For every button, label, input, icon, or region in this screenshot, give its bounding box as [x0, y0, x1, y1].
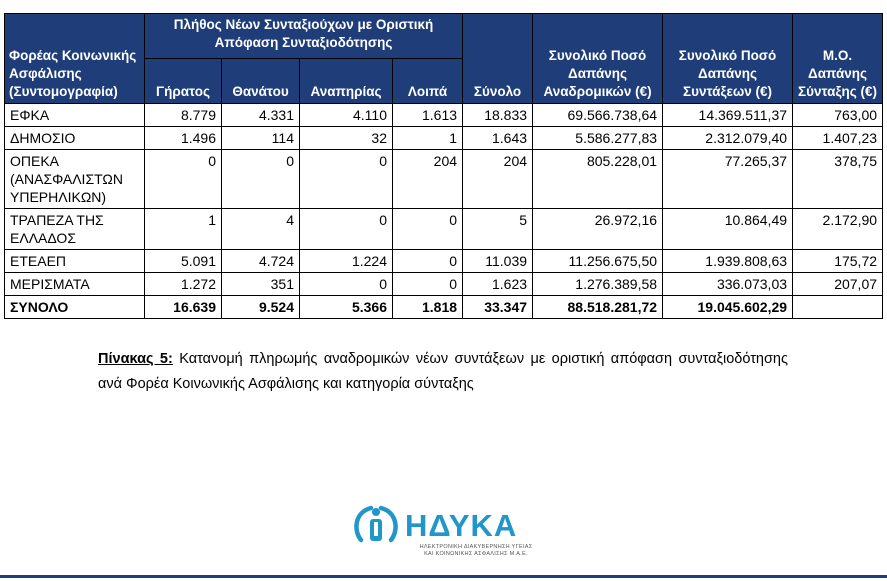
row-fund-name: ΜΕΡΙΣΜΑΤΑ [5, 273, 145, 296]
cell-pensions: 14.369.511,37 [663, 104, 793, 127]
header-disability: Αναπηρίας [300, 59, 393, 104]
cell-death: 114 [222, 127, 300, 150]
cell-arrears: 26.972,16 [533, 209, 663, 250]
cell-old-age: 0 [145, 150, 222, 209]
cell-other: 0 [393, 273, 463, 296]
cell-other: 204 [393, 150, 463, 209]
cell-arrears: 5.586.277,83 [533, 127, 663, 150]
cell-arrears: 1.276.389,58 [533, 273, 663, 296]
header-old-age: Γήρατος [145, 59, 222, 104]
cell-old-age: 5.091 [145, 250, 222, 273]
cell-total: 5 [463, 209, 533, 250]
cell-disability: 32 [300, 127, 393, 150]
cell-other: 0 [393, 209, 463, 250]
total-pensions: 19.045.602,29 [663, 296, 793, 319]
table-row [5, 273, 883, 296]
cell-average: 207,07 [793, 273, 883, 296]
cell-total: 11.039 [463, 250, 533, 273]
cell-old-age: 8.779 [145, 104, 222, 127]
cell-disability: 1.224 [300, 250, 393, 273]
cell-arrears: 805.228,01 [533, 150, 663, 209]
header-arrears: Συνολικό Ποσό Δαπάνης Αναδρομικών (€) [533, 14, 663, 104]
header-fund: Φορέας Κοινωνικής Ασφάλισης (Συντομογραφία) [5, 14, 145, 104]
cell-average: 2.172,90 [793, 209, 883, 250]
cell-average: 763,00 [793, 104, 883, 127]
cell-disability: 0 [300, 150, 393, 209]
footer-divider [0, 575, 887, 578]
cell-pensions: 77.265,37 [663, 150, 793, 209]
pension-table [4, 13, 883, 319]
table-row [5, 104, 883, 127]
total-death: 9.524 [222, 296, 300, 319]
table-row [5, 209, 883, 250]
row-fund-name: ΤΡΑΠΕΖΑ ΤΗΣ ΕΛΛΑΔΟΣ [5, 209, 145, 250]
total-average [793, 296, 883, 319]
cell-other: 1 [393, 127, 463, 150]
cell-death: 4.331 [222, 104, 300, 127]
table-row [5, 150, 883, 209]
total-other: 1.818 [393, 296, 463, 319]
row-fund-name: ΔΗΜΟΣΙΟ [5, 127, 145, 150]
header-pensions: Συνολικό Ποσό Δαπάνης Συντάξεων (€) [663, 14, 793, 104]
cell-disability: 4.110 [300, 104, 393, 127]
total-label: ΣΥΝΟΛΟ [5, 296, 145, 319]
cell-other: 0 [393, 250, 463, 273]
cell-disability: 0 [300, 209, 393, 250]
cell-death: 351 [222, 273, 300, 296]
cell-total: 1.623 [463, 273, 533, 296]
cell-total: 1.643 [463, 127, 533, 150]
cell-old-age: 1 [145, 209, 222, 250]
header-average: Μ.Ο. Δαπάνης Σύνταξης (€) [793, 14, 883, 104]
logo-subtitle-line-1: ΗΛΕΚΤΡΟΝΙΚΗ ΔΙΑΚΥΒΕΡΝΗΣΗ ΥΓΕΙΑΣ [419, 544, 533, 550]
table-row [5, 127, 883, 150]
cell-death: 0 [222, 150, 300, 209]
caption-text: Κατανομή πληρωμής αναδρομικών νέων συντάξεων με οριστική απόφαση συνταξιοδότησης ανά Φορέα Κοινωνικής Ασφάλισης και κατηγορία σύνταξης [98, 351, 788, 392]
person-arc-icon [351, 502, 403, 550]
cell-pensions: 10.864,49 [663, 209, 793, 250]
total-old-age: 16.639 [145, 296, 222, 319]
cell-pensions: 336.073,03 [663, 273, 793, 296]
header-total: Σύνολο [463, 14, 533, 104]
cell-pensions: 2.312.079,40 [663, 127, 793, 150]
cell-average: 378,75 [793, 150, 883, 209]
total-disability: 5.366 [300, 296, 393, 319]
table-caption [98, 347, 788, 397]
cell-total: 18.833 [463, 104, 533, 127]
cell-death: 4.724 [222, 250, 300, 273]
header-group-new-pensioners: Πλήθος Νέων Συνταξιούχων με Οριστική Απόφαση Συνταξιοδότησης [145, 14, 463, 59]
cell-death: 4 [222, 209, 300, 250]
cell-arrears: 69.566.738,64 [533, 104, 663, 127]
table-row [5, 250, 883, 273]
total-arrears: 88.518.281,72 [533, 296, 663, 319]
caption-reference: Πίνακας 5: [98, 351, 173, 367]
header-other: Λοιπά [393, 59, 463, 104]
cell-old-age: 1.496 [145, 127, 222, 150]
logo-wordmark: ΗΔΥΚΑ [405, 508, 518, 543]
cell-average: 175,72 [793, 250, 883, 273]
row-fund-name: ΟΠΕΚΑ (ΑΝΑΣΦΑΛΙΣΤΩΝ ΥΠΕΡΗΛΙΚΩΝ) [5, 150, 145, 209]
row-fund-name: ΕΤΕΑΕΠ [5, 250, 145, 273]
row-fund-name: ΕΦΚΑ [5, 104, 145, 127]
logo-subtitle [406, 544, 546, 558]
header-death: Θανάτου [222, 59, 300, 104]
cell-disability: 0 [300, 273, 393, 296]
logo-subtitle-line-2: ΚΑΙ ΚΟΙΝΩΝΙΚΗΣ ΑΣΦΑΛΙΣΗΣ Μ.Α.Ε. [424, 551, 528, 557]
cell-other: 1.613 [393, 104, 463, 127]
total-total: 33.347 [463, 296, 533, 319]
cell-pensions: 1.939.808,63 [663, 250, 793, 273]
cell-arrears: 11.256.675,50 [533, 250, 663, 273]
cell-average: 1.407,23 [793, 127, 883, 150]
table-total-row [5, 296, 883, 319]
cell-total: 204 [463, 150, 533, 209]
cell-old-age: 1.272 [145, 273, 222, 296]
